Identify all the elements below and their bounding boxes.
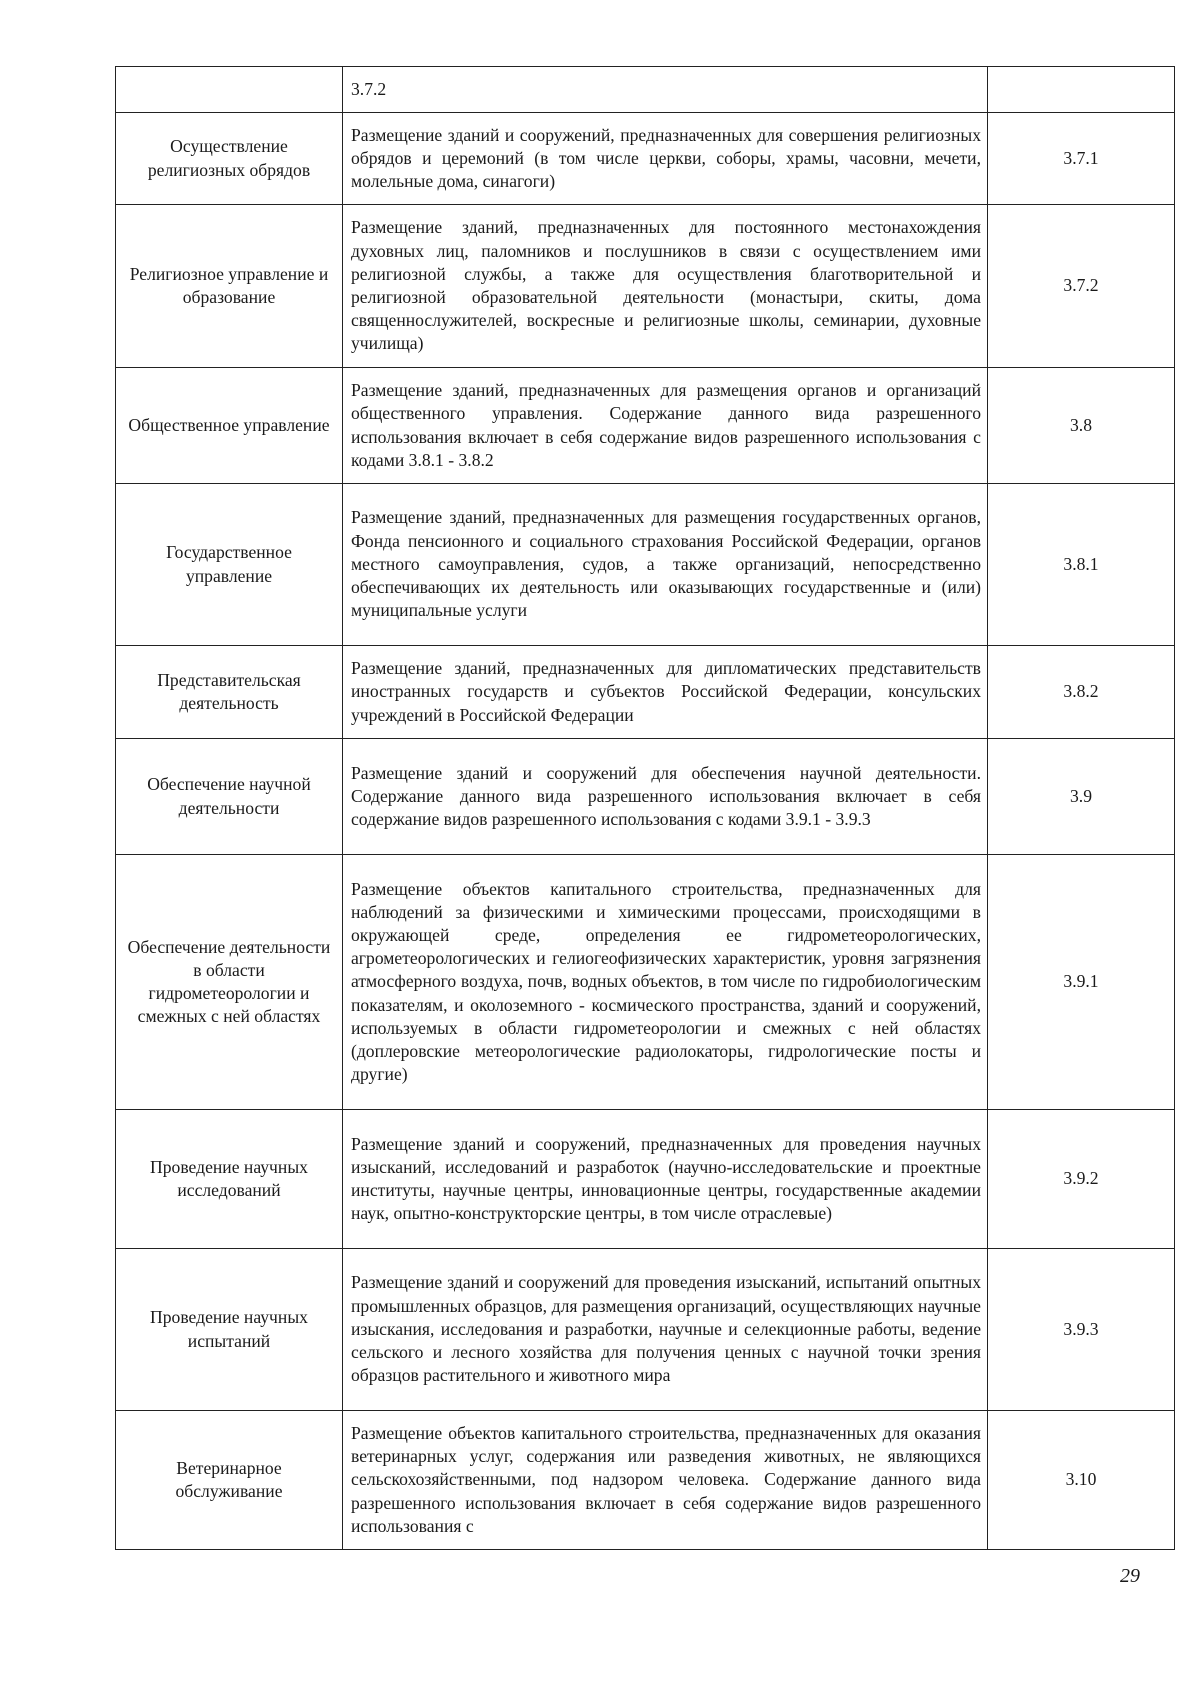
code-cell: 3.9.2 <box>988 1110 1175 1249</box>
description-cell: 3.7.2 <box>343 67 988 113</box>
code-cell <box>988 67 1175 113</box>
description-cell: Размещение объектов капитального строительства, предназначенных для наблюдений за физическими и химическими процессами, происходящими в окружающей среде, определения ее гидрометеорологических, агрометеорологических и гелиогеофизических характеристик, уровня загрязнения атмосферного воздуха, почв, водных объектов, в том числе по гидробиологическим показателям, и околоземного - космического пространства, зданий и сооружений, используемых в области гидрометеорологии и смежных с ней областях (доплеровские метеорологические радиолокаторы, гидрологические посты и другие) <box>343 855 988 1110</box>
description-cell: Размещение объектов капитального строительства, предназначенных для оказания ветеринарных услуг, содержания или разведения животных, не являющихся сельскохозяйственными, под надзором человека. Содержание данного вида разрешенного использования включает в себя содержание видов разрешенного использования с <box>343 1411 988 1550</box>
type-name-cell: Осуществление религиозных обрядов <box>116 113 343 205</box>
table-row <box>116 205 1175 368</box>
code-cell: 3.9.3 <box>988 1249 1175 1411</box>
table-row <box>116 368 1175 484</box>
type-name-cell: Представительская деятельность <box>116 646 343 739</box>
description-cell: Размещение зданий и сооружений для обеспечения научной деятельности. Содержание данного вида разрешенного использования включает в себя содержание видов разрешенного использования с кодами 3.9.1 - 3.9.3 <box>343 739 988 855</box>
description-cell: Размещение зданий, предназначенных для постоянного местонахождения духовных лиц, паломников и послушников в связи с осуществлением ими религиозной службы, а также для осуществления благотворительной и религиозной образовательной деятельности (монастыри, скиты, дома священнослужителей, воскресные и религиозные школы, семинарии, духовные училища) <box>343 205 988 368</box>
description-cell: Размещение зданий, предназначенных для размещения государственных органов, Фонда пенсионного и социального страхования Российской Федерации, органов местного самоуправления, судов, а также организаций, непосредственно обеспечивающих их деятельность или оказывающих государственные и (или) муниципальные услуги <box>343 484 988 646</box>
code-cell: 3.9.1 <box>988 855 1175 1110</box>
code-cell: 3.8.2 <box>988 646 1175 739</box>
code-cell: 3.8 <box>988 368 1175 484</box>
table-row <box>116 113 1175 205</box>
code-cell: 3.10 <box>988 1411 1175 1550</box>
type-name-cell: Государственное управление <box>116 484 343 646</box>
table-row <box>116 855 1175 1110</box>
code-cell: 3.7.1 <box>988 113 1175 205</box>
type-name-cell: Общественное управление <box>116 368 343 484</box>
description-cell: Размещение зданий и сооружений, предназначенных для проведения научных изысканий, исследований и разработок (научно-исследовательские и проектные институты, научные центры, инновационные центры, государственные академии наук, опытно-конструкторские центры, в том числе отраслевые) <box>343 1110 988 1249</box>
description-cell: Размещение зданий и сооружений, предназначенных для совершения религиозных обрядов и церемоний (в том числе церкви, соборы, храмы, часовни, мечети, молельные дома, синагоги) <box>343 113 988 205</box>
table-row <box>116 739 1175 855</box>
code-cell: 3.8.1 <box>988 484 1175 646</box>
type-name-cell: Обеспечение научной деятельности <box>116 739 343 855</box>
description-cell: Размещение зданий и сооружений для проведения изысканий, испытаний опытных промышленных образцов, для размещения организаций, осуществляющих научные изыскания, исследования и разработки, научные и селекционные работы, ведение сельского и лесного хозяйства для получения ценных с научной точки зрения образцов растительного и животного мира <box>343 1249 988 1411</box>
type-name-cell: Обеспечение деятельности в области гидрометеорологии и смежных с ней областях <box>116 855 343 1110</box>
page-number: 29 <box>1120 1565 1140 1587</box>
code-cell: 3.7.2 <box>988 205 1175 368</box>
type-name-cell: Религиозное управление и образование <box>116 205 343 368</box>
description-cell: Размещение зданий, предназначенных для дипломатических представительств иностранных государств и субъектов Российской Федерации, консульских учреждений в Российской Федерации <box>343 646 988 739</box>
type-name-cell: Проведение научных исследований <box>116 1110 343 1249</box>
table-row <box>116 484 1175 646</box>
land-use-table <box>115 66 1175 1550</box>
type-name-cell: Проведение научных испытаний <box>116 1249 343 1411</box>
table-row <box>116 1110 1175 1249</box>
table-row <box>116 67 1175 113</box>
table-row <box>116 1411 1175 1550</box>
type-name-cell: Ветеринарное обслуживание <box>116 1411 343 1550</box>
table-row <box>116 1249 1175 1411</box>
description-cell: Размещение зданий, предназначенных для размещения органов и организаций общественного управления. Содержание данного вида разрешенного использования включает в себя содержание видов разрешенного использования с кодами 3.8.1 - 3.8.2 <box>343 368 988 484</box>
type-name-cell <box>116 67 343 113</box>
code-cell: 3.9 <box>988 739 1175 855</box>
table-row <box>116 646 1175 739</box>
